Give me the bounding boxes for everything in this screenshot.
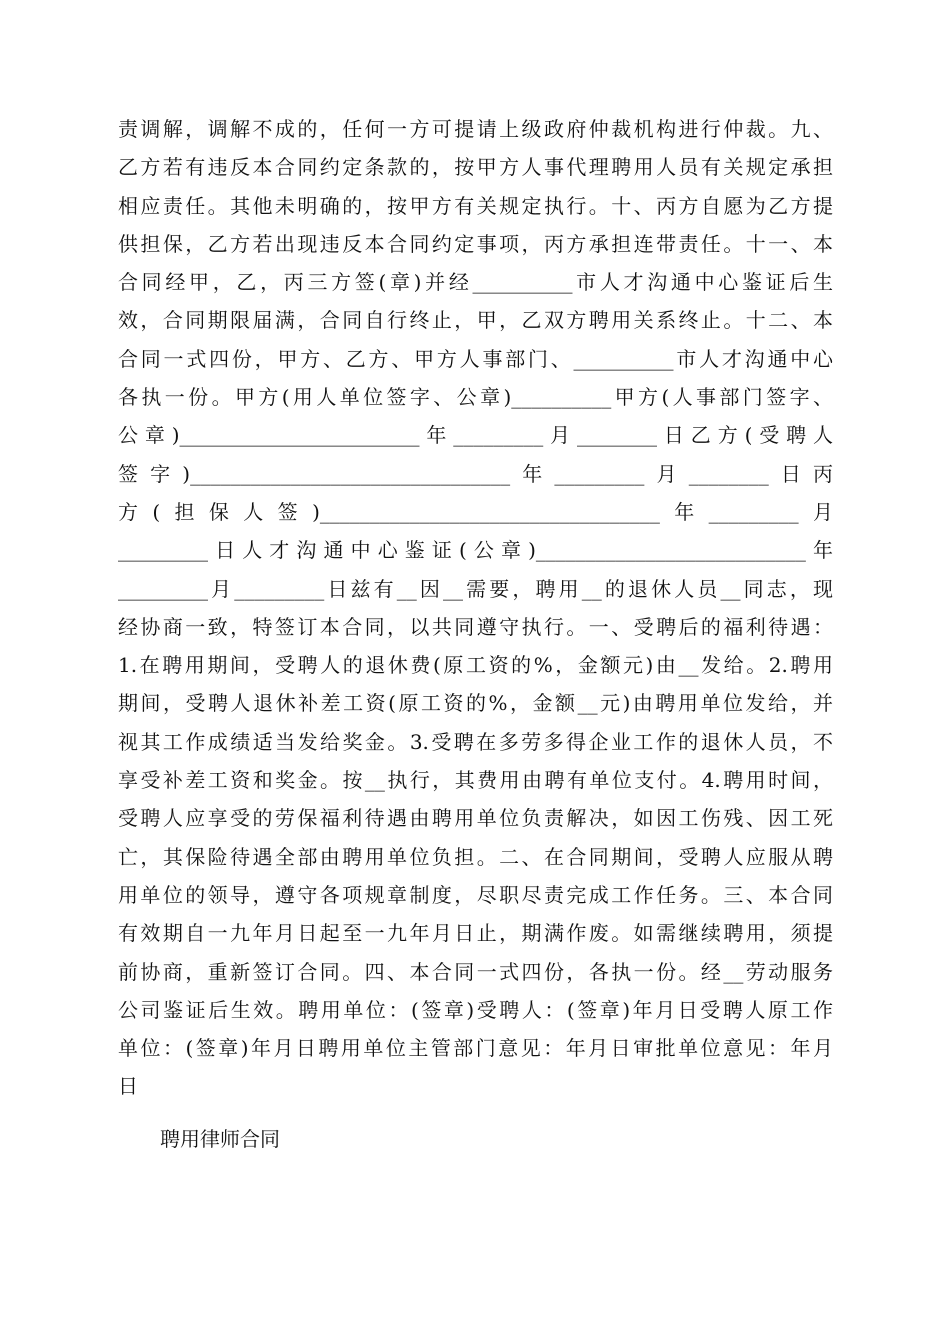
text-line: 1.在聘用期间，受聘人的退休费(原工资的%，金额元)由__发给。2.聘用 <box>118 653 833 678</box>
text-line: 合同一式四份，甲方、乙方、甲方人事部门、__________市人才沟通中心 <box>118 346 833 371</box>
text-line: 视其工作成绩适当发给奖金。3.受聘在多劳多得企业工作的退休人员，不 <box>118 729 833 754</box>
text-line: 责调解，调解不成的，任何一方可提请上级政府仲裁机构进行仲裁。九、 <box>118 117 833 141</box>
text-line: 合同经甲，乙，丙三方签(章)并经__________市人才沟通中心鉴证后生 <box>118 270 833 295</box>
text-line: 受聘人应享受的劳保福利待遇由聘用单位负责解决，如因工伤残、因工死 <box>118 806 833 831</box>
text-line: 期间，受聘人退休补差工资(原工资的%，金额__元)由聘用单位发给，并 <box>118 691 833 716</box>
text-line: 经协商一致，特签订本合同，以共同遵守执行。一、受聘后的福利待遇： <box>118 614 833 639</box>
text-line: 供担保，乙方若出现违反本合同约定事项，丙方承担连带责任。十一、本 <box>118 231 833 256</box>
text-line: 公司鉴证后生效。聘用单位：(签章)受聘人：(签章)年月日受聘人原工作 <box>118 997 833 1022</box>
text-line: 日 <box>118 1074 138 1099</box>
text-line: 单位：(签章)年月日聘用单位主管部门意见：年月日审批单位意见：年月 <box>118 1036 833 1061</box>
text-line: 公章)________________________年_________月________日乙方(受聘人 <box>118 423 833 448</box>
text-line: 相应责任。其他未明确的，按甲方有关规定执行。十、丙方自愿为乙方提 <box>118 193 833 218</box>
text-line: 用单位的领导，遵守各项规章制度，尽职尽责完成工作任务。三、本合同 <box>118 882 833 907</box>
text-line: 享受补差工资和奖金。按__执行，其费用由聘有单位支付。4.聘用时间， <box>118 768 833 793</box>
text-line: _________日人才沟通中心鉴证(公章)___________________________年 <box>118 538 833 563</box>
text-line: 各执一份。甲方(用人单位签字、公章)__________甲方(人事部门签字、 <box>118 385 833 410</box>
text-line: 乙方若有违反本合同约定条款的，按甲方人事代理聘用人员有关规定承担 <box>118 155 833 180</box>
text-line: _________月_________日兹有__因__需要，聘用__的退休人员__同志，现 <box>118 576 833 601</box>
text-line: 前协商，重新签订合同。四、本合同一式四份，各执一份。经__劳动服务 <box>118 959 833 984</box>
body-text <box>118 110 833 1106</box>
text-line: 有效期自一九年月日起至一九年月日止，期满作废。如需继续聘用，须提 <box>118 921 833 946</box>
text-line: 签字)________________________________年_________月________日丙 <box>118 461 833 486</box>
section-heading: 聘用律师合同 <box>160 1127 280 1151</box>
text-line: 亡，其保险待遇全部由聘用单位负担。二、在合同期间，受聘人应服从聘 <box>118 844 833 869</box>
text-line: 效，合同期限届满，合同自行终止，甲，乙双方聘用关系终止。十二、本 <box>118 308 833 333</box>
text-line: 方(担保人签)__________________________________年_________月 <box>118 499 833 524</box>
